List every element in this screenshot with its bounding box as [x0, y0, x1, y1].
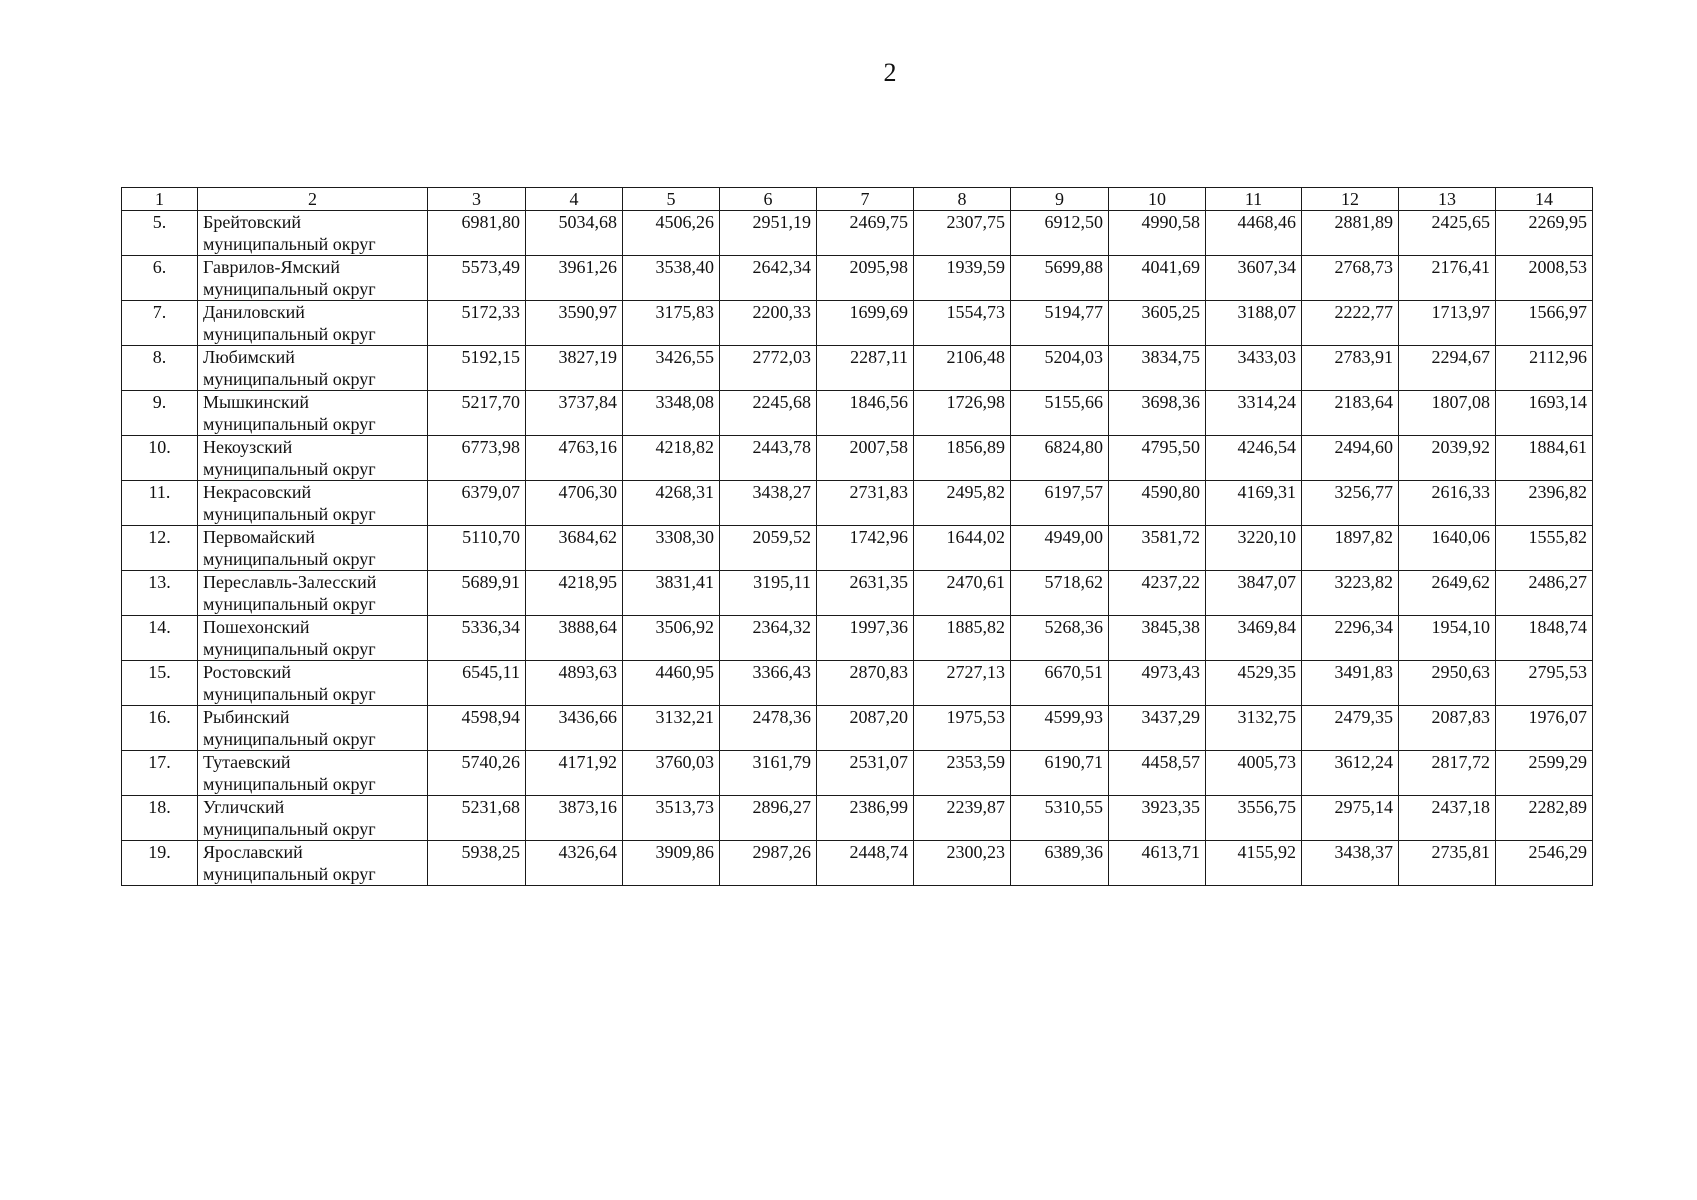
table-header	[122, 188, 1593, 211]
value-cell-col-13: 2735,81	[1399, 841, 1496, 886]
value-cell-col-14: 2112,96	[1496, 346, 1593, 391]
value-cell-col-5: 3132,21	[623, 706, 720, 751]
value-cell-col-4: 4171,92	[526, 751, 623, 796]
table-row	[122, 436, 1593, 481]
table-body	[122, 211, 1593, 886]
value-cell-col-10: 3845,38	[1109, 616, 1206, 661]
value-cell-col-3: 5231,68	[428, 796, 526, 841]
value-cell-col-7: 2870,83	[817, 661, 914, 706]
value-cell-col-7: 1742,96	[817, 526, 914, 571]
column-header-12: 12	[1302, 188, 1399, 211]
value-cell-col-13: 2950,63	[1399, 661, 1496, 706]
row-number-cell: 14.	[122, 616, 198, 661]
district-name: Ростовский	[203, 662, 292, 682]
value-cell-col-14: 2396,82	[1496, 481, 1593, 526]
value-cell-col-14: 2486,27	[1496, 571, 1593, 616]
district-name-cell	[198, 706, 428, 751]
value-cell-col-9: 5204,03	[1011, 346, 1109, 391]
value-cell-col-7: 2469,75	[817, 211, 914, 256]
value-cell-col-7: 2007,58	[817, 436, 914, 481]
district-name: Ярославский	[203, 842, 303, 862]
district-name-cell	[198, 616, 428, 661]
column-header-11: 11	[1206, 188, 1302, 211]
column-header-13: 13	[1399, 188, 1496, 211]
value-cell-col-6: 2059,52	[720, 526, 817, 571]
row-number-cell: 15.	[122, 661, 198, 706]
value-cell-col-14: 2795,53	[1496, 661, 1593, 706]
row-number-cell: 19.	[122, 841, 198, 886]
table-row	[122, 481, 1593, 526]
value-cell-col-11: 3314,24	[1206, 391, 1302, 436]
value-cell-col-8: 2353,59	[914, 751, 1011, 796]
district-name: Угличский	[203, 797, 285, 817]
value-cell-col-7: 2631,35	[817, 571, 914, 616]
district-name-cell	[198, 796, 428, 841]
value-cell-col-11: 4169,31	[1206, 481, 1302, 526]
value-cell-col-12: 2183,64	[1302, 391, 1399, 436]
row-number-cell: 8.	[122, 346, 198, 391]
value-cell-col-11: 3847,07	[1206, 571, 1302, 616]
value-cell-col-12: 3223,82	[1302, 571, 1399, 616]
column-header-3: 3	[428, 188, 526, 211]
district-type: муниципальный округ	[203, 639, 376, 659]
value-cell-col-10: 4613,71	[1109, 841, 1206, 886]
value-cell-col-3: 5938,25	[428, 841, 526, 886]
value-cell-col-5: 3760,03	[623, 751, 720, 796]
district-type: муниципальный округ	[203, 504, 376, 524]
value-cell-col-4: 3590,97	[526, 301, 623, 346]
district-name-cell	[198, 661, 428, 706]
value-cell-col-6: 2987,26	[720, 841, 817, 886]
value-cell-col-5: 3506,92	[623, 616, 720, 661]
value-cell-col-10: 4237,22	[1109, 571, 1206, 616]
page-number: 2	[883, 58, 897, 87]
table-row	[122, 796, 1593, 841]
value-cell-col-6: 3161,79	[720, 751, 817, 796]
value-cell-col-4: 5034,68	[526, 211, 623, 256]
value-cell-col-9: 4949,00	[1011, 526, 1109, 571]
value-cell-col-8: 1939,59	[914, 256, 1011, 301]
value-cell-col-12: 2494,60	[1302, 436, 1399, 481]
header-row	[122, 188, 1593, 211]
value-cell-col-14: 2008,53	[1496, 256, 1593, 301]
value-cell-col-10: 4458,57	[1109, 751, 1206, 796]
value-cell-col-9: 5699,88	[1011, 256, 1109, 301]
value-cell-col-11: 4005,73	[1206, 751, 1302, 796]
value-cell-col-8: 2727,13	[914, 661, 1011, 706]
value-cell-col-13: 2616,33	[1399, 481, 1496, 526]
value-cell-col-13: 2425,65	[1399, 211, 1496, 256]
value-cell-col-4: 3684,62	[526, 526, 623, 571]
column-header-14: 14	[1496, 188, 1593, 211]
value-cell-col-7: 2386,99	[817, 796, 914, 841]
value-cell-col-5: 3348,08	[623, 391, 720, 436]
value-cell-col-8: 1726,98	[914, 391, 1011, 436]
value-cell-col-4: 4706,30	[526, 481, 623, 526]
row-number-cell: 18.	[122, 796, 198, 841]
value-cell-col-11: 3188,07	[1206, 301, 1302, 346]
table-row	[122, 301, 1593, 346]
value-cell-col-4: 3436,66	[526, 706, 623, 751]
district-name-cell	[198, 751, 428, 796]
value-cell-col-12: 1897,82	[1302, 526, 1399, 571]
value-cell-col-5: 4506,26	[623, 211, 720, 256]
value-cell-col-10: 4041,69	[1109, 256, 1206, 301]
value-cell-col-13: 2176,41	[1399, 256, 1496, 301]
value-cell-col-14: 2599,29	[1496, 751, 1593, 796]
district-type: муниципальный округ	[203, 729, 376, 749]
district-name: Первомайский	[203, 527, 315, 547]
value-cell-col-12: 3612,24	[1302, 751, 1399, 796]
table-row	[122, 706, 1593, 751]
value-cell-col-6: 2364,32	[720, 616, 817, 661]
value-cell-col-4: 4218,95	[526, 571, 623, 616]
value-cell-col-4: 4326,64	[526, 841, 623, 886]
value-cell-col-10: 3581,72	[1109, 526, 1206, 571]
row-number-cell: 6.	[122, 256, 198, 301]
value-cell-col-12: 3438,37	[1302, 841, 1399, 886]
row-number-cell: 13.	[122, 571, 198, 616]
value-cell-col-14: 2269,95	[1496, 211, 1593, 256]
district-name-cell	[198, 346, 428, 391]
value-cell-col-7: 1997,36	[817, 616, 914, 661]
value-cell-col-9: 6824,80	[1011, 436, 1109, 481]
column-header-8: 8	[914, 188, 1011, 211]
value-cell-col-8: 1644,02	[914, 526, 1011, 571]
value-cell-col-7: 1699,69	[817, 301, 914, 346]
table-row	[122, 616, 1593, 661]
value-cell-col-9: 5155,66	[1011, 391, 1109, 436]
district-name-cell	[198, 481, 428, 526]
district-name: Переславль-Залесский	[203, 572, 377, 592]
value-cell-col-6: 3195,11	[720, 571, 817, 616]
value-cell-col-6: 3366,43	[720, 661, 817, 706]
value-cell-col-5: 3426,55	[623, 346, 720, 391]
value-cell-col-10: 4590,80	[1109, 481, 1206, 526]
table-row	[122, 661, 1593, 706]
row-number-cell: 10.	[122, 436, 198, 481]
value-cell-col-11: 3607,34	[1206, 256, 1302, 301]
table-row	[122, 841, 1593, 886]
value-cell-col-6: 2245,68	[720, 391, 817, 436]
value-cell-col-8: 1975,53	[914, 706, 1011, 751]
column-header-2: 2	[198, 188, 428, 211]
value-cell-col-5: 3513,73	[623, 796, 720, 841]
district-type: муниципальный округ	[203, 684, 376, 704]
table-row	[122, 346, 1593, 391]
value-cell-col-8: 2495,82	[914, 481, 1011, 526]
district-name-cell	[198, 841, 428, 886]
value-cell-col-10: 3437,29	[1109, 706, 1206, 751]
value-cell-col-3: 5110,70	[428, 526, 526, 571]
value-cell-col-5: 3538,40	[623, 256, 720, 301]
value-cell-col-12: 2975,14	[1302, 796, 1399, 841]
value-cell-col-7: 2448,74	[817, 841, 914, 886]
value-cell-col-5: 3175,83	[623, 301, 720, 346]
value-cell-col-3: 6981,80	[428, 211, 526, 256]
district-name: Любимский	[203, 347, 295, 367]
row-number-cell: 9.	[122, 391, 198, 436]
value-cell-col-10: 3834,75	[1109, 346, 1206, 391]
column-header-7: 7	[817, 188, 914, 211]
value-cell-col-8: 1554,73	[914, 301, 1011, 346]
value-cell-col-7: 1846,56	[817, 391, 914, 436]
value-cell-col-13: 1807,08	[1399, 391, 1496, 436]
district-name: Тутаевский	[203, 752, 291, 772]
value-cell-col-13: 2294,67	[1399, 346, 1496, 391]
value-cell-col-4: 3961,26	[526, 256, 623, 301]
district-type: муниципальный округ	[203, 594, 376, 614]
value-cell-col-13: 2087,83	[1399, 706, 1496, 751]
district-name: Рыбинский	[203, 707, 290, 727]
value-cell-col-4: 3737,84	[526, 391, 623, 436]
table-row	[122, 526, 1593, 571]
value-cell-col-11: 4155,92	[1206, 841, 1302, 886]
value-cell-col-9: 6190,71	[1011, 751, 1109, 796]
value-cell-col-10: 4990,58	[1109, 211, 1206, 256]
value-cell-col-8: 1885,82	[914, 616, 1011, 661]
value-cell-col-3: 5172,33	[428, 301, 526, 346]
value-cell-col-6: 3438,27	[720, 481, 817, 526]
value-cell-col-12: 2296,34	[1302, 616, 1399, 661]
row-number-cell: 11.	[122, 481, 198, 526]
value-cell-col-6: 2200,33	[720, 301, 817, 346]
value-cell-col-5: 3831,41	[623, 571, 720, 616]
value-cell-col-13: 1640,06	[1399, 526, 1496, 571]
value-cell-col-4: 3827,19	[526, 346, 623, 391]
row-number-cell: 5.	[122, 211, 198, 256]
value-cell-col-8: 2470,61	[914, 571, 1011, 616]
value-cell-col-14: 1884,61	[1496, 436, 1593, 481]
value-cell-col-3: 5217,70	[428, 391, 526, 436]
value-cell-col-10: 4973,43	[1109, 661, 1206, 706]
value-cell-col-5: 3909,86	[623, 841, 720, 886]
row-number-cell: 17.	[122, 751, 198, 796]
value-cell-col-11: 4246,54	[1206, 436, 1302, 481]
value-cell-col-13: 1713,97	[1399, 301, 1496, 346]
district-name: Гаврилов-Ямский	[203, 257, 340, 277]
value-cell-col-6: 2772,03	[720, 346, 817, 391]
column-header-4: 4	[526, 188, 623, 211]
value-cell-col-3: 5336,34	[428, 616, 526, 661]
value-cell-col-8: 1856,89	[914, 436, 1011, 481]
district-name-cell	[198, 391, 428, 436]
value-cell-col-9: 5194,77	[1011, 301, 1109, 346]
district-name: Даниловский	[203, 302, 305, 322]
district-name-cell	[198, 571, 428, 616]
row-number-cell: 7.	[122, 301, 198, 346]
value-cell-col-7: 2731,83	[817, 481, 914, 526]
value-cell-col-3: 5689,91	[428, 571, 526, 616]
table-row	[122, 256, 1593, 301]
value-cell-col-9: 6670,51	[1011, 661, 1109, 706]
value-cell-col-3: 6379,07	[428, 481, 526, 526]
row-number-cell: 16.	[122, 706, 198, 751]
value-cell-col-7: 2287,11	[817, 346, 914, 391]
value-cell-col-14: 2282,89	[1496, 796, 1593, 841]
value-cell-col-11: 3433,03	[1206, 346, 1302, 391]
value-cell-col-11: 3469,84	[1206, 616, 1302, 661]
value-cell-col-9: 6912,50	[1011, 211, 1109, 256]
value-cell-col-12: 2768,73	[1302, 256, 1399, 301]
value-cell-col-5: 3308,30	[623, 526, 720, 571]
district-type: муниципальный округ	[203, 234, 376, 254]
value-cell-col-12: 2479,35	[1302, 706, 1399, 751]
district-name: Мышкинский	[203, 392, 309, 412]
value-cell-col-6: 2642,34	[720, 256, 817, 301]
district-name-cell	[198, 256, 428, 301]
district-type: муниципальный округ	[203, 864, 376, 884]
district-type: муниципальный округ	[203, 369, 376, 389]
value-cell-col-11: 3220,10	[1206, 526, 1302, 571]
district-type: муниципальный округ	[203, 459, 376, 479]
value-cell-col-14: 2546,29	[1496, 841, 1593, 886]
district-name: Пошехонский	[203, 617, 310, 637]
value-cell-col-7: 2095,98	[817, 256, 914, 301]
value-cell-col-8: 2239,87	[914, 796, 1011, 841]
district-type: муниципальный округ	[203, 324, 376, 344]
value-cell-col-13: 2039,92	[1399, 436, 1496, 481]
value-cell-col-10: 3923,35	[1109, 796, 1206, 841]
value-cell-col-9: 6197,57	[1011, 481, 1109, 526]
value-cell-col-9: 5310,55	[1011, 796, 1109, 841]
district-name-cell	[198, 211, 428, 256]
value-cell-col-13: 2649,62	[1399, 571, 1496, 616]
district-name: Некрасовский	[203, 482, 312, 502]
value-cell-col-11: 4529,35	[1206, 661, 1302, 706]
column-header-1: 1	[122, 188, 198, 211]
value-cell-col-5: 4218,82	[623, 436, 720, 481]
value-cell-col-9: 5268,36	[1011, 616, 1109, 661]
table-row	[122, 391, 1593, 436]
column-header-9: 9	[1011, 188, 1109, 211]
column-header-5: 5	[623, 188, 720, 211]
value-cell-col-14: 1848,74	[1496, 616, 1593, 661]
table-row	[122, 571, 1593, 616]
value-cell-col-14: 1976,07	[1496, 706, 1593, 751]
value-cell-col-4: 4893,63	[526, 661, 623, 706]
value-cell-col-4: 4763,16	[526, 436, 623, 481]
value-cell-col-13: 2437,18	[1399, 796, 1496, 841]
value-cell-col-11: 3132,75	[1206, 706, 1302, 751]
value-cell-col-4: 3888,64	[526, 616, 623, 661]
district-type: муниципальный округ	[203, 414, 376, 434]
value-cell-col-11: 4468,46	[1206, 211, 1302, 256]
value-cell-col-5: 4460,95	[623, 661, 720, 706]
value-cell-col-9: 4599,93	[1011, 706, 1109, 751]
value-cell-col-5: 4268,31	[623, 481, 720, 526]
value-cell-col-8: 2300,23	[914, 841, 1011, 886]
value-cell-col-10: 3605,25	[1109, 301, 1206, 346]
value-cell-col-12: 2222,77	[1302, 301, 1399, 346]
value-cell-col-3: 6773,98	[428, 436, 526, 481]
value-cell-col-12: 3491,83	[1302, 661, 1399, 706]
value-cell-col-11: 3556,75	[1206, 796, 1302, 841]
value-cell-col-3: 5192,15	[428, 346, 526, 391]
value-cell-col-6: 2443,78	[720, 436, 817, 481]
district-type: муниципальный округ	[203, 819, 376, 839]
district-type: муниципальный округ	[203, 279, 376, 299]
district-name: Брейтовский	[203, 212, 301, 232]
value-cell-col-9: 6389,36	[1011, 841, 1109, 886]
district-name-cell	[198, 526, 428, 571]
value-cell-col-13: 1954,10	[1399, 616, 1496, 661]
value-cell-col-12: 2783,91	[1302, 346, 1399, 391]
value-cell-col-14: 1555,82	[1496, 526, 1593, 571]
value-cell-col-8: 2307,75	[914, 211, 1011, 256]
value-cell-col-3: 4598,94	[428, 706, 526, 751]
row-number-cell: 12.	[122, 526, 198, 571]
value-cell-col-6: 2951,19	[720, 211, 817, 256]
value-cell-col-3: 5573,49	[428, 256, 526, 301]
table-row	[122, 751, 1593, 796]
value-cell-col-10: 3698,36	[1109, 391, 1206, 436]
value-cell-col-4: 3873,16	[526, 796, 623, 841]
district-name-cell	[198, 301, 428, 346]
value-cell-col-14: 1566,97	[1496, 301, 1593, 346]
value-cell-col-12: 2881,89	[1302, 211, 1399, 256]
column-header-6: 6	[720, 188, 817, 211]
value-cell-col-3: 6545,11	[428, 661, 526, 706]
value-cell-col-12: 3256,77	[1302, 481, 1399, 526]
value-cell-col-6: 2896,27	[720, 796, 817, 841]
column-header-10: 10	[1109, 188, 1206, 211]
district-type: муниципальный округ	[203, 774, 376, 794]
value-cell-col-10: 4795,50	[1109, 436, 1206, 481]
district-name: Некоузский	[203, 437, 293, 457]
value-cell-col-6: 2478,36	[720, 706, 817, 751]
value-cell-col-8: 2106,48	[914, 346, 1011, 391]
table-row	[122, 211, 1593, 256]
value-cell-col-14: 1693,14	[1496, 391, 1593, 436]
value-cell-col-13: 2817,72	[1399, 751, 1496, 796]
data-table	[121, 187, 1593, 886]
value-cell-col-9: 5718,62	[1011, 571, 1109, 616]
value-cell-col-7: 2531,07	[817, 751, 914, 796]
district-type: муниципальный округ	[203, 549, 376, 569]
value-cell-col-3: 5740,26	[428, 751, 526, 796]
value-cell-col-7: 2087,20	[817, 706, 914, 751]
district-name-cell	[198, 436, 428, 481]
